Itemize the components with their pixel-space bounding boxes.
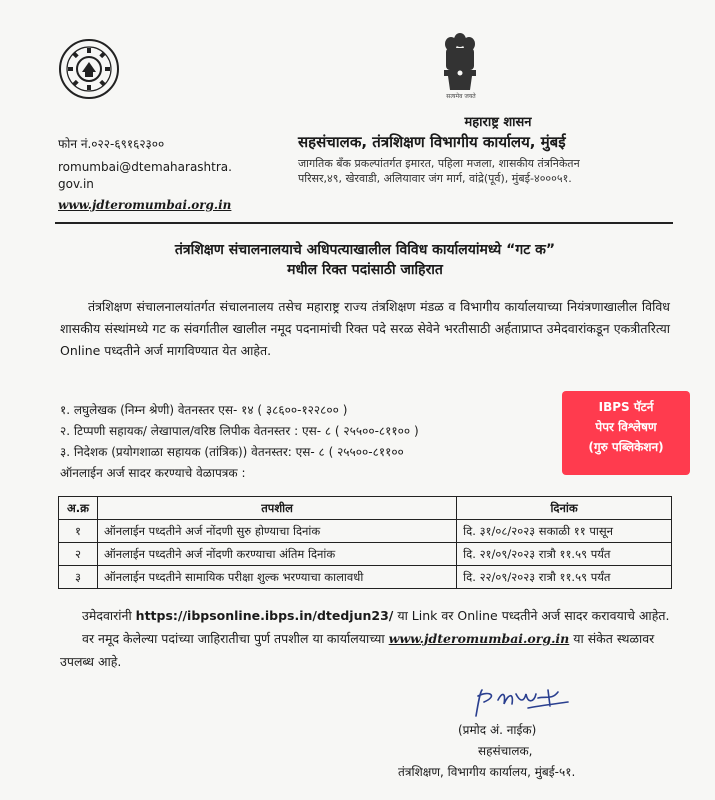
office-header [298,112,698,186]
address-line-2: परिसर,४९, खेरवाडी, अलियावार जंग मार्ग, वांद्रे(पूर्व), मुंबई-४०००५१. [298,172,572,185]
row-detail: ऑनलाईन पध्दतीने सामायिक परीक्षा शुल्क भरण्याचा कालावधी [98,566,457,589]
email-line-1[interactable]: romumbai@dtemaharashtra. [58,160,232,174]
post-item: ३. निदेशक (प्रयोगशाळा सहायक (तांत्रिक)) वेतनस्तर: एस- ८ ( २५५००-८११०० [60,445,404,459]
stamp-line: (गुरु पब्लिकेशन) [588,440,664,454]
publisher-stamp [562,391,690,475]
posts-list [60,400,580,463]
table-header-row [59,497,672,520]
office-title: सहसंचालक, तंत्रशिक्षण विभागीय कार्यालय, मुंबई [298,133,566,151]
dte-logo-icon [58,38,120,100]
contact-info [58,136,268,214]
ibps-link[interactable]: https://ibpsonline.ibps.in/dtedjun23/ [135,608,394,623]
emblem-motto: सत्यमेव जयते [446,93,476,100]
apply-text: या Link वर Online पध्दतीने अर्ज सादर करावयाचे आहेत. [397,608,670,623]
heading-line-1: तंत्रशिक्षण संचालनालयाचे अधिपत्याखालील विविध कार्यालयांमध्ये “गट क” [174,242,556,258]
schedule-title: ऑनलाईन अर्ज सादर करण्याचे वेळापत्रक : [60,466,246,480]
apply-paragraph-1 [60,604,670,627]
notice-heading [60,240,670,280]
row-detail: ऑनलाईन पध्दतीने अर्ज नोंदणी सुरु होण्याचा दिनांक [98,520,457,543]
signatory-name: (प्रमोद अं. नाईक) [458,723,537,737]
address-line-1: जागतिक बँक प्रकल्पांतर्गत इमारत, पहिला मजला, शासकीय तंत्रनिकेतन [298,157,580,170]
row-detail: ऑनलाईन पध्दतीने अर्ज नोंदणी करण्याचा अंतिम दिनांक [98,543,457,566]
row-number: १ [59,520,98,543]
header-divider [55,222,673,224]
column-header: तपशील [98,497,457,520]
table-row [59,543,672,566]
table-row [59,566,672,589]
column-header: अ.क्र [59,497,98,520]
apply-paragraph-2 [60,627,670,673]
schedule-table [58,496,672,589]
government-name: महाराष्ट्र शासन [464,115,532,130]
phone-number: फोन नं.०२२-६९१६२३०० [58,137,165,151]
stamp-line: IBPS पॅटर्न [598,400,654,414]
row-date: दि. ३१/०८/२०२३ सकाळी ११ पासून [457,520,672,543]
signatory-block [398,720,678,783]
email-line-2[interactable]: gov.in [58,177,94,191]
row-date: दि. २१/०९/२०२३ रात्रौ ११.५९ पर्यंत [457,543,672,566]
table-row [59,520,672,543]
column-header: दिनांक [457,497,672,520]
apply-text: उमेदवारांनी [82,608,132,623]
intro-paragraph [60,296,670,362]
heading-line-2: मधील रिक्त पदांसाठी जाहिरात [287,262,443,278]
intro-text: तंत्रशिक्षण संचालनालयांतर्गत संचालनालय तसेच महाराष्ट्र राज्य तंत्रशिक्षण मंडळ व विभागीय कार्यालयाच्या नियंत्रणाखालील विविध शासकीय संस्थांमध्ये गट क संवर्गातील खालील नमूद पदनामांची रिक्त पदे सरळ सेवेने भरतीसाठी अर्हताप्राप्त उमेदवारांकडून एकत्रीतरित्या Online पध्दतीने अर्ज मागविण्यात येत आहेत. [60,299,670,358]
application-instructions [60,604,670,673]
signatory-office: तंत्रशिक्षण, विभागीय कार्यालय, मुंबई-५१. [398,765,576,779]
post-item: २. टिप्पणी सहायक/ लेखापाल/वरिष्ठ लिपीक वेतनस्तर : एस- ८ ( २५५००-८११०० ) [60,424,419,438]
website-link[interactable]: www.jdteromumbai.org.in [58,198,232,212]
post-item: १. लघुलेखक (निम्न श्रेणी) वेतनस्तर एस- १४ ( ३८६००-१२२८०० ) [60,403,348,417]
stamp-line: पेपर विश्लेषण [595,420,657,434]
national-emblem-icon [440,30,480,96]
row-number: ३ [59,566,98,589]
website-link[interactable]: www.jdteromumbai.org.in [388,631,570,646]
apply-text: या संकेत स्थळावर उपलब्ध आहे. [60,631,655,669]
signatory-designation: सहसंचालक, [478,744,533,758]
signature-image [468,686,578,722]
row-number: २ [59,543,98,566]
row-date: दि. २२/०९/२०२३ रात्रौ ११.५९ पर्यंत [457,566,672,589]
apply-text: वर नमूद केलेल्या पदांच्या जाहिरातीचा पुर्ण तपशील या कार्यालयाच्या [82,631,385,646]
